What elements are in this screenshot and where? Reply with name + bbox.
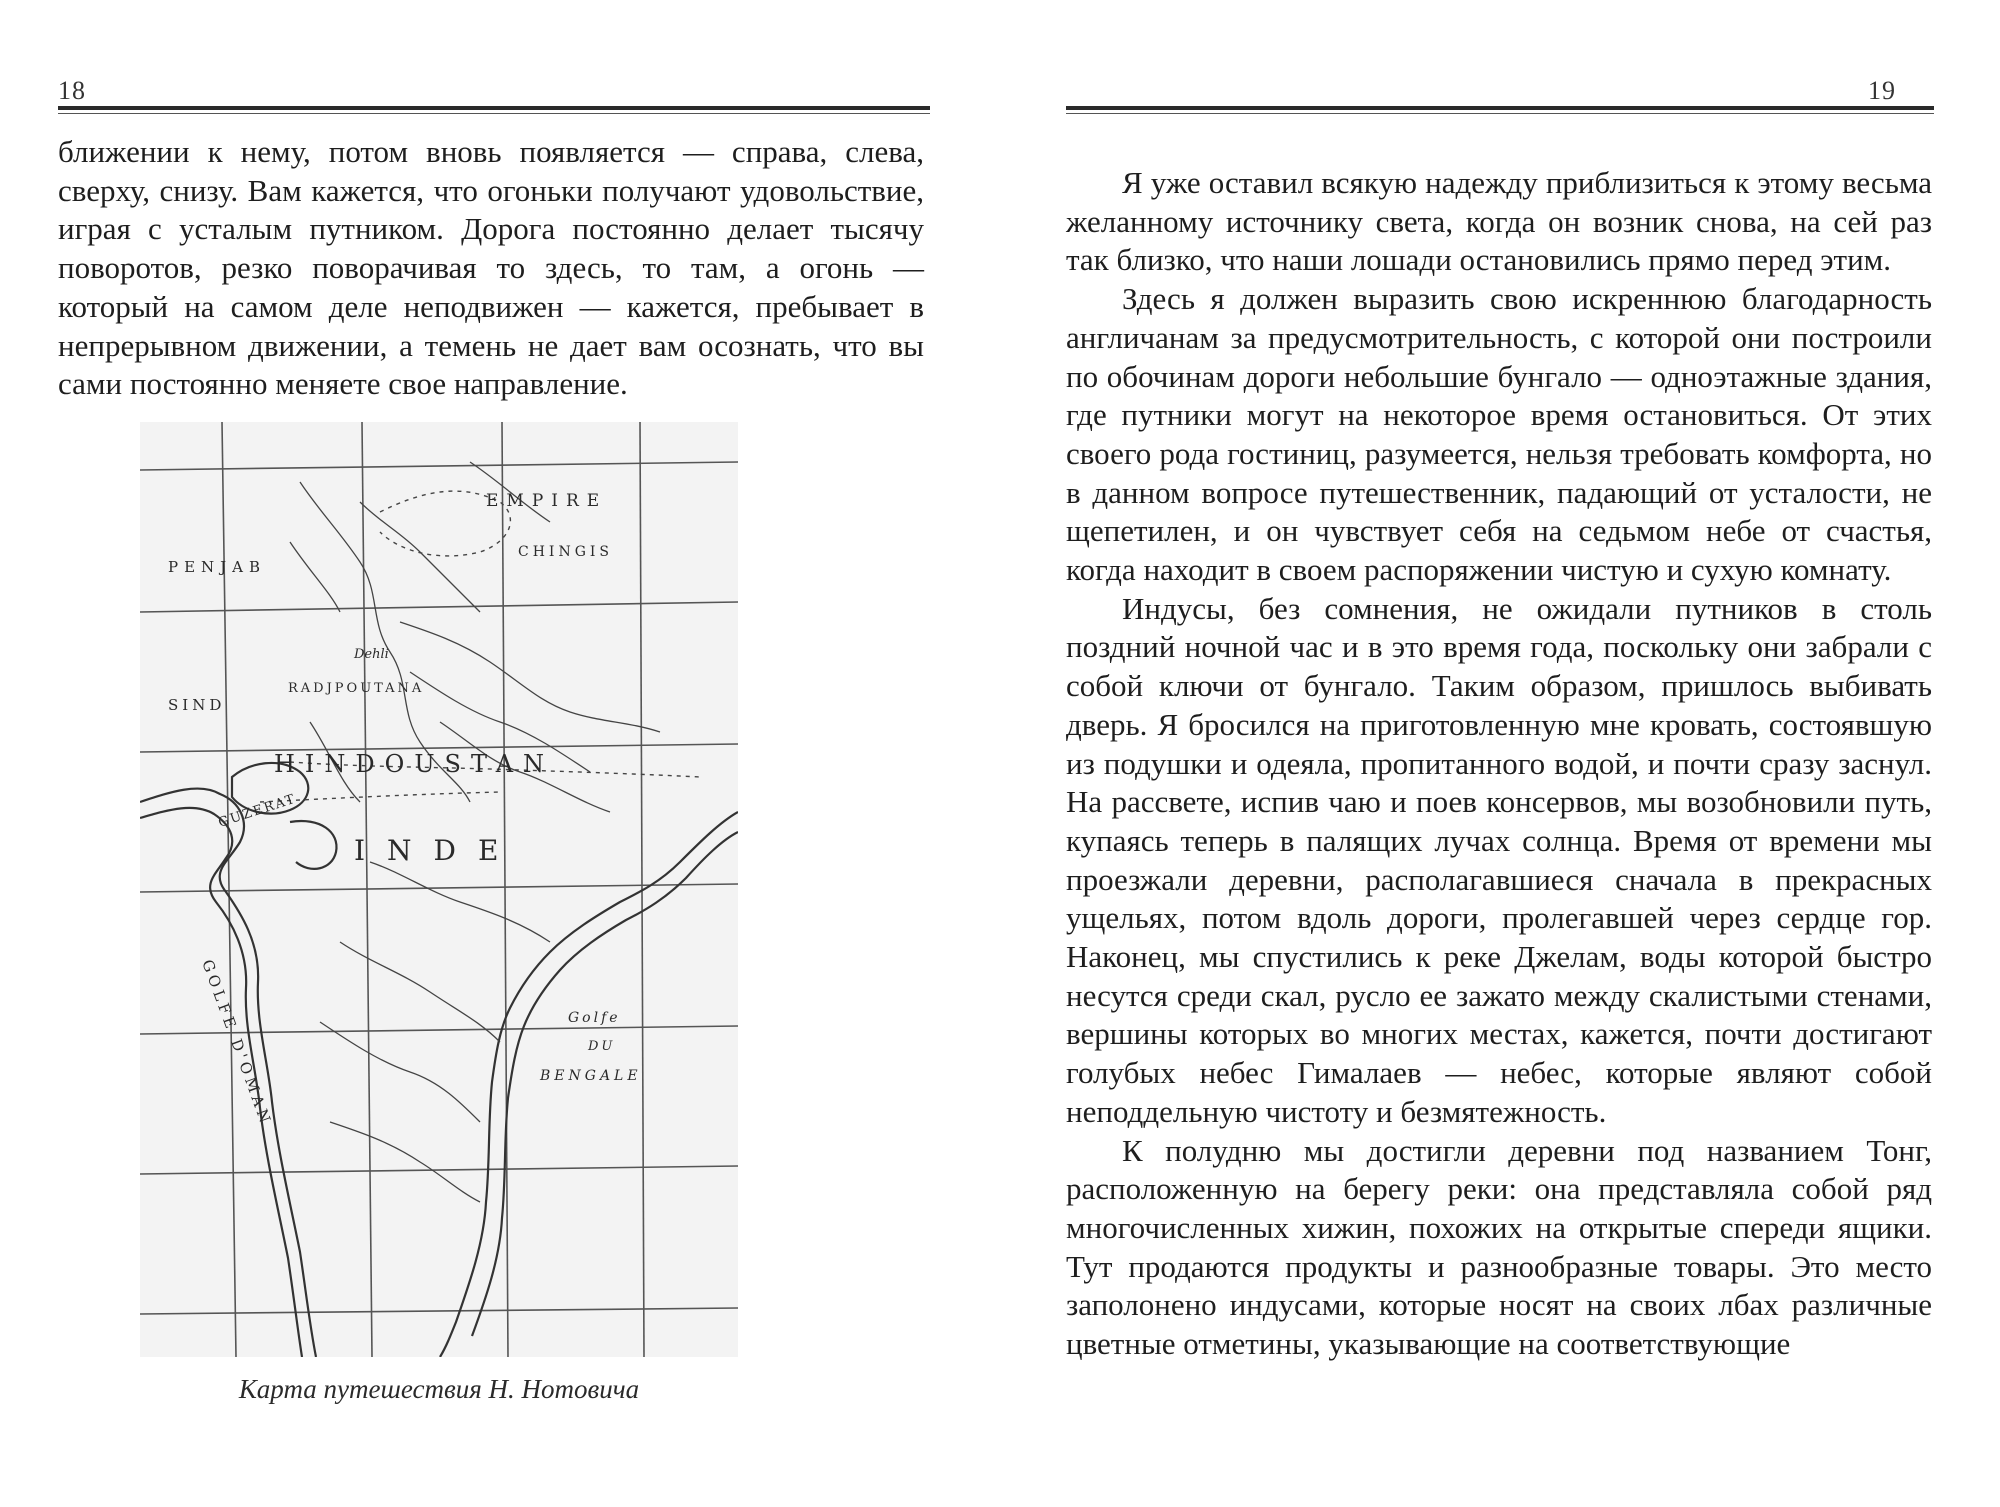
page-number: 19 [1868, 76, 1896, 105]
paragraph: Здесь я должен выразить свою искреннюю благодарность англичанам за предусмотрительность, с которой они построили по обочинам дороги небольшие бунгало — одноэтажные здания, где путники могут на некоторое время остановиться. От этих своего рода гостиниц, разумеется, нельзя требовать комфорта, но в данном вопросе путешественник, падающий от усталости, не щепетилен, и он чувствует себя на седьмом небе от счастья, когда находит в своем распоряжении чистую и сухую комнату. [1066, 281, 1932, 588]
body-text [1066, 164, 1932, 1364]
map-drawing [140, 422, 738, 1357]
map-caption: Карта путешествия Н. Нотовича [238, 1374, 640, 1404]
paragraph: К полудню мы достигли деревни под названием Тонг, расположенную на берегу реки: она представляла собой ряд многочисленных хижин, похожих на открытые спереди ящики. Тут продаются продукты и разнообразные товары. Это место заполонено индусами, которые носят на своих лбах различные цветные отметины, указывающие на соответствующие [1066, 1132, 1932, 1362]
map-label-golfe-oman: GOLFE D'OMAN [198, 957, 276, 1129]
map-illustration [140, 422, 738, 1357]
map-east-coast [440, 812, 738, 1357]
paragraph: Я уже оставил всякую надежду приблизиться к этому весьма желанному источнику света, когда он возник снова, на сей раз так близко, что наши лошади остановились прямо перед этим. [1066, 165, 1932, 278]
map-label-golfe-bengale-3: BENGALE [540, 1068, 642, 1084]
map-label-chingis: CHINGIS [518, 544, 614, 560]
map-label-golfe-bengale-2: DU [588, 1039, 616, 1054]
map-rivers [290, 462, 660, 1202]
map-label-sind: SIND [168, 696, 226, 714]
body-text [58, 133, 924, 404]
page-number: 18 [58, 76, 86, 105]
header-rule [1066, 106, 1934, 114]
right-page [1000, 0, 2000, 1507]
map-label-empire: EMPIRE [486, 491, 608, 511]
map-label-penjab: PENJAB [168, 558, 267, 576]
map-label-inde: INDE [354, 834, 521, 867]
header-rule [58, 106, 930, 114]
map-label-golfe-bengale-1: Golfe [568, 1010, 621, 1026]
map-label-dehli: Dehli [354, 647, 389, 662]
map-label-radjpoutana: RADJPOUTANA [288, 681, 425, 696]
map-label-guzerat: GUZERAT [216, 791, 299, 831]
paragraph: ближении к нему, потом вновь появляется — справа, слева, сверху, снизу. Вам кажется, что огоньки получают удовольствие, играя с усталым путником. Дорога постоянно делает тысячу поворотов, резко поворачивая то здесь, то там, а огонь — который на самом деле неподвижен — кажется, пребывает в непрерывном движении, а темень не дает вам осознать, что вы сами постоянно меняете свое направление. [58, 134, 924, 402]
paragraph: Индусы, без сомнения, не ожидали путников в столь поздний ночной час и в это время года, поскольку они забрали с собой ключи от бунгало. Таким образом, пришлось выбивать дверь. Я бросился на приготовленную мне кровать, состоявшую из подушки и одеяла, пропитанного водой, и почти сразу заснул. На рассвете, испив чаю и поев консервов, мы возобновили путь, купаясь теперь в палящих лучах солнца. Время от времени мы проезжали деревни, располагавшиеся сначала в прекрасных ущельях, потом вдоль дороги, пролегавшей через сердце гор. Наконец, мы спустились к реке Джелам, воды которой быстро несутся среди скал, русло ее зажато между скалистыми стенами, вершины которых во многих местах, кажется, почти достигают голубых небес Гималаев — небес, которые являют собой неподдельную чистоту и безмятежность. [1066, 590, 1932, 1129]
map-label-hindoustan: HINDOUSTAN [274, 750, 555, 778]
